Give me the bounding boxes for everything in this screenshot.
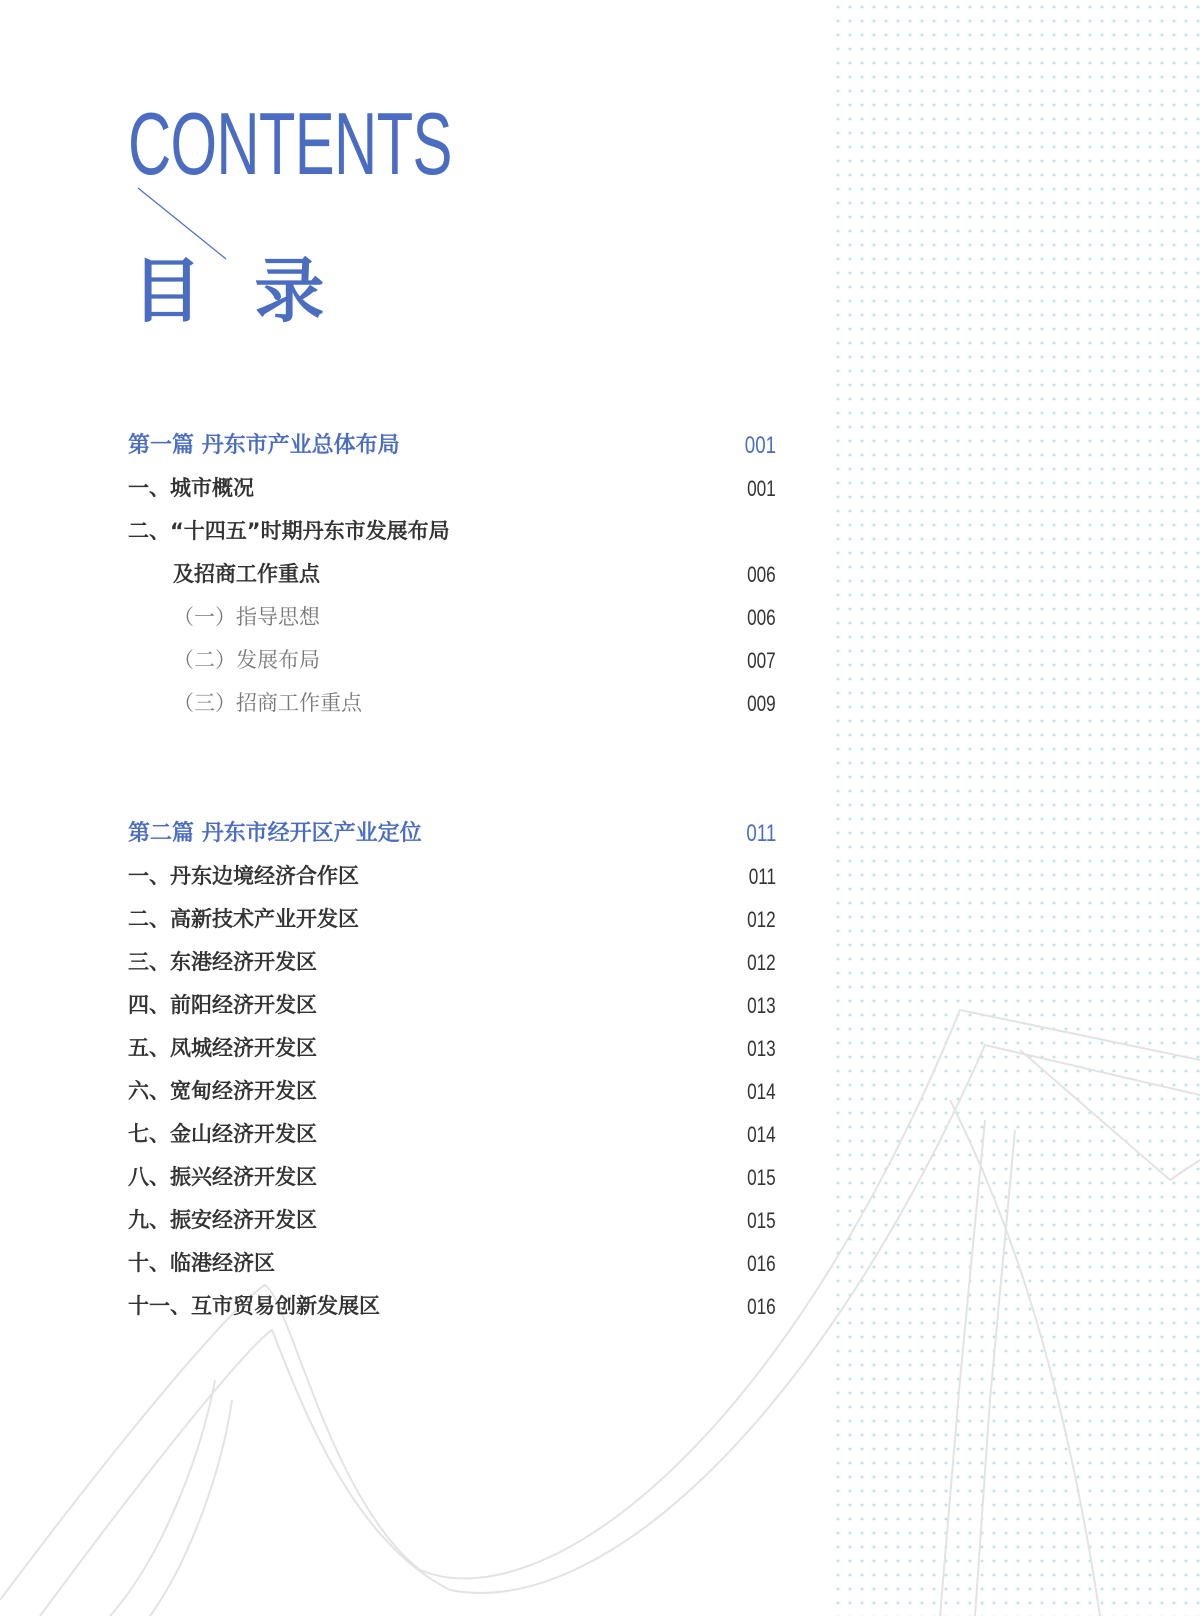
stroke-left-hook-inner — [150, 1400, 232, 1616]
toc-item[interactable] — [128, 855, 776, 898]
toc-item[interactable] — [128, 1242, 776, 1285]
toc-page-number: 009 — [747, 691, 776, 716]
toc-item[interactable] — [128, 1070, 776, 1113]
toc-item[interactable] — [128, 553, 776, 596]
toc-page-number: 016 — [747, 1294, 776, 1319]
toc-item-label: 三、东港经济开发区 — [128, 950, 317, 974]
toc-item[interactable] — [128, 1199, 776, 1242]
toc-part-header[interactable] — [128, 424, 776, 467]
toc-page-number: 006 — [747, 605, 776, 630]
toc-page-number: 001 — [744, 432, 776, 459]
toc-item-label: 二、“十四五”时期丹东市发展布局 — [128, 519, 450, 543]
title-divider — [0, 0, 1200, 400]
toc-item[interactable] — [128, 1027, 776, 1070]
toc-page-number: 012 — [747, 950, 776, 975]
stroke-diagonal — [950, 1100, 1100, 1616]
toc-item-label: 八、振兴经济开发区 — [128, 1165, 317, 1189]
toc-item-label: 及招商工作重点 — [173, 562, 320, 586]
toc-page-number: 001 — [747, 476, 776, 501]
toc-item-label: 十、临港经济区 — [128, 1251, 275, 1275]
toc-page-number: 014 — [747, 1079, 776, 1104]
title-contents: CONTENTS — [128, 94, 452, 193]
toc-part-header[interactable] — [128, 812, 776, 855]
stroke-left-hook — [110, 1380, 215, 1616]
toc-page-number: 006 — [747, 562, 776, 587]
toc-item[interactable] — [128, 510, 776, 553]
toc-subitem-label: （二）发展布局 — [173, 648, 320, 672]
toc-item[interactable] — [128, 1156, 776, 1199]
toc-page-number: 014 — [747, 1122, 776, 1147]
toc-item[interactable] — [128, 898, 776, 941]
stroke-fork — [1020, 1050, 1200, 1180]
toc-part-title: 第二篇 丹东市经开区产业定位 — [128, 821, 422, 846]
toc-page-number: 013 — [747, 1036, 776, 1061]
toc-subitem-label: （一）指导思想 — [173, 605, 320, 629]
toc-subitem[interactable] — [128, 682, 776, 725]
toc-page-number: 007 — [747, 648, 776, 673]
toc-item-label: 十一、互市贸易创新发展区 — [128, 1294, 380, 1318]
toc-part-2 — [128, 812, 776, 1328]
toc-subitem[interactable] — [128, 639, 776, 682]
toc-subitem[interactable] — [128, 596, 776, 639]
toc-page-number: 011 — [746, 820, 776, 847]
toc-item-label: 五、凤城经济开发区 — [128, 1036, 317, 1060]
toc-item[interactable] — [128, 941, 776, 984]
toc-part-1 — [128, 424, 776, 725]
toc-page-number: 013 — [747, 993, 776, 1018]
toc-page-number: 012 — [747, 907, 776, 932]
toc-item-label: 一、城市概况 — [128, 476, 254, 500]
toc-item-label: 七、金山经济开发区 — [128, 1122, 317, 1146]
toc-page-number: 015 — [747, 1165, 776, 1190]
toc-item[interactable] — [128, 984, 776, 1027]
toc-page-number: 015 — [747, 1208, 776, 1233]
toc-item[interactable] — [128, 1285, 776, 1328]
toc-part-title: 第一篇 丹东市产业总体布局 — [128, 433, 400, 458]
toc-page-number: 011 — [748, 864, 776, 889]
toc-page-number: 016 — [747, 1251, 776, 1276]
toc-item-label: 九、振安经济开发区 — [128, 1208, 317, 1232]
toc-item[interactable] — [128, 1113, 776, 1156]
toc-item-label: 四、前阳经济开发区 — [128, 993, 317, 1017]
toc-subitem-label: （三）招商工作重点 — [173, 691, 362, 715]
toc-item-label: 一、丹东边境经济合作区 — [128, 864, 359, 888]
toc-item-label: 六、宽甸经济开发区 — [128, 1079, 317, 1103]
toc-item[interactable] — [128, 467, 776, 510]
title-mulu: 目 录 — [132, 250, 339, 332]
vertical-stroke-a — [940, 1120, 985, 1616]
toc-item-label: 二、高新技术产业开发区 — [128, 907, 359, 931]
